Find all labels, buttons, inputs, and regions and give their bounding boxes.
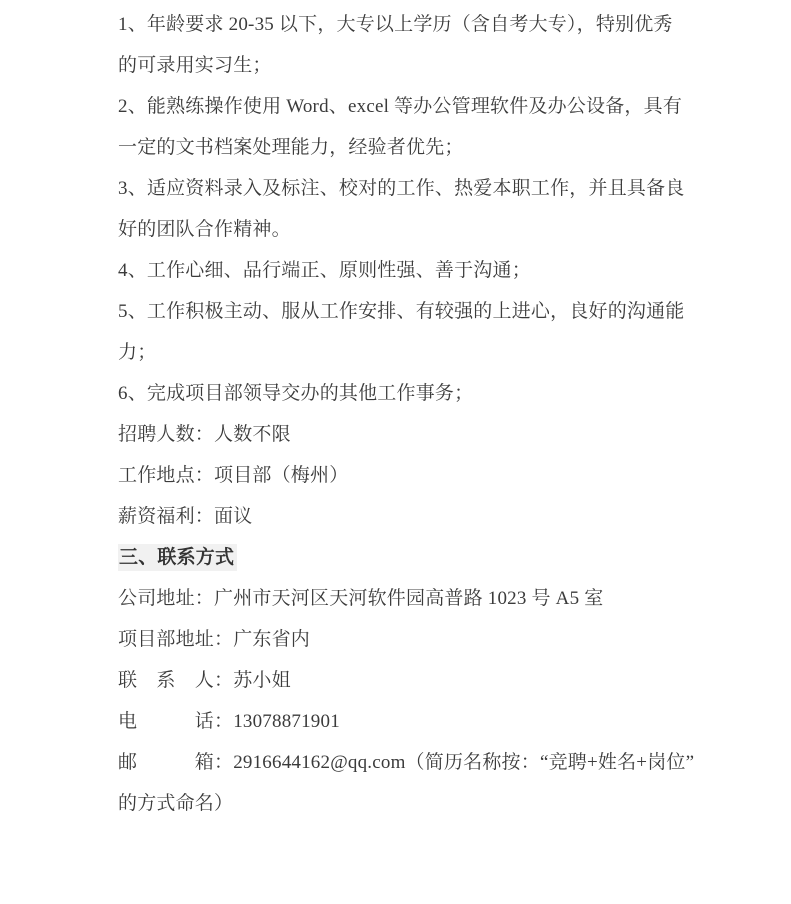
requirement-3-line-2: 好的团队合作精神。 xyxy=(118,219,291,240)
requirement-2-line-1: 2、能熟练操作使用 Word、excel 等办公管理软件及办公设备，具有 xyxy=(118,96,683,117)
email-line-2: 的方式命名） xyxy=(118,793,234,814)
recruit-count-line: 招聘人数：人数不限 xyxy=(118,424,291,445)
phone-line: 电 话：13078871901 xyxy=(118,711,340,732)
requirement-5-line-1: 5、工作积极主动、服从工作安排、有较强的上进心，良好的沟通能 xyxy=(118,301,685,322)
work-location-line: 工作地点：项目部（梅州） xyxy=(118,465,349,486)
project-address-line: 项目部地址：广东省内 xyxy=(118,629,311,650)
contact-section-heading-text: 三、联系方式 xyxy=(118,544,237,571)
requirement-6: 6、完成项目部领导交办的其他工作事务； xyxy=(118,383,474,404)
company-address-line: 公司地址：广州市天河区天河软件园高普路 1023 号 A5 室 xyxy=(118,588,604,609)
requirement-4: 4、工作心细、品行端正、原则性强、善于沟通； xyxy=(118,260,531,281)
salary-line: 薪资福利：面议 xyxy=(118,506,253,527)
requirement-3-line-1: 3、适应资料录入及标注、校对的工作、热爱本职工作，并且具备良 xyxy=(118,178,685,199)
contact-section-heading xyxy=(118,537,687,578)
requirement-1-line-2: 的可录用实习生； xyxy=(118,55,272,76)
requirement-1-line-1: 1、年龄要求 20-35 以下，大专以上学历（含自考大专），特别优秀 xyxy=(118,14,673,35)
email-line-1: 邮 箱：2916644162@qq.com（简历名称按：“竞聘+姓名+岗位” xyxy=(118,752,695,773)
requirement-2-line-2: 一定的文书档案处理能力，经验者优先； xyxy=(118,137,464,158)
contact-person-line: 联 系 人：苏小姐 xyxy=(118,670,291,691)
requirement-5-line-2: 力； xyxy=(118,342,157,363)
